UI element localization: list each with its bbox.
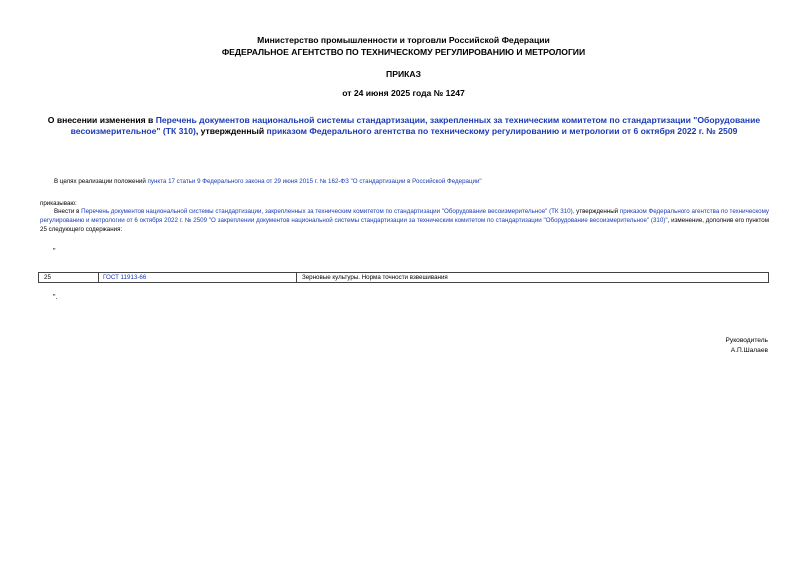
opening-quote: " xyxy=(53,248,56,255)
goal-prefix: В целях реализации положений xyxy=(54,178,148,185)
ministry-name: Министерство промышленности и торговли Российской Федерации xyxy=(257,35,550,45)
signature-position: Руководитель xyxy=(725,337,768,344)
standards-table xyxy=(38,272,769,283)
table-cell-standard xyxy=(99,273,297,283)
table-cell-description: Зерновые культуры. Норма точности взвешивания xyxy=(302,274,448,281)
signature-block xyxy=(726,336,768,356)
order-word: приказываю: xyxy=(40,200,77,207)
document-type: ПРИКАЗ xyxy=(386,69,421,79)
agency-name: ФЕДЕРАЛЬНОЕ АГЕНТСТВО ПО ТЕХНИЧЕСКОМУ РЕГУЛИРОВАНИЮ И МЕТРОЛОГИИ xyxy=(221,47,586,57)
main-list-link[interactable]: Перечень документов национальной системы стандартизации, закрепленных за техническим комитетом по стандартизации "Оборудование весоизмерительное" (ТК 310), xyxy=(81,208,575,215)
document-title xyxy=(36,115,772,137)
main-middle: утвержденный xyxy=(574,208,620,215)
title-prefix: О внесении изменения в xyxy=(47,115,156,125)
main-order-link[interactable]: приказом Федерального агентства по техническому регулированию и метрологии от 6 октября 2022 г. № 2509 "О закреплении документов национальной системы стандартизации за техническим комитетом по стандартизации "Оборудование весоизмерительное" (310)" xyxy=(40,208,769,225)
goal-paragraph xyxy=(54,177,774,186)
title-list-link[interactable]: Перечень документов национальной системы стандартизации, закрепленных за техническим комитетом по стандартизации "Оборудование весоизмерительное" (ТК 310) xyxy=(70,115,761,136)
closing-quote: ". xyxy=(53,294,58,301)
document-date-number: от 24 июня 2025 года № 1247 xyxy=(342,88,465,98)
title-middle: , утвержденный xyxy=(195,126,267,136)
gost-link[interactable]: ГОСТ 11913-66 xyxy=(103,274,147,281)
federal-law-link[interactable]: пункта 17 статьи 9 Федерального закона от 29 июня 2015 г. № 162-ФЗ "О стандартизации в Российской Федерации" xyxy=(147,178,482,185)
main-suffix: , изменение, дополнив его пунктом 25 следующего содержания: xyxy=(40,217,769,234)
signature-name: А.П.Шалаев xyxy=(730,347,768,354)
table-cell-number: 25 xyxy=(39,273,99,283)
main-prefix: Внести в xyxy=(54,208,82,215)
main-paragraph xyxy=(40,207,769,235)
title-order-link[interactable]: приказом Федерального агентства по техническому регулированию и метрологии от 6 октября 2022 г. № 2509 xyxy=(266,126,738,136)
